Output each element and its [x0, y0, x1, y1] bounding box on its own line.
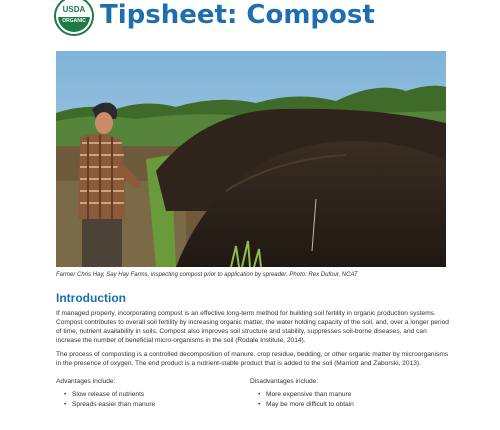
intro-paragraph-1: If managed properly, incorporating compost is an effective long-term method for building soil fertility in organic production systems. Compost contributes to overall soil fertility by increasing organic matter, the water holding capacity of the soil, and, over a longer period of time, nutrient availability in soils. Compost also improves soil structure and stability, suppresses soil-borne diseases, and can increase the number of beneficial micro-organisms in the soil (Rodale Institute, 2014).: [56, 310, 449, 344]
advantages-heading: Advantages include:: [56, 378, 116, 385]
page-title: Tipsheet: Compost: [100, 0, 375, 30]
compost-photo-illustration: [56, 51, 446, 267]
advantages-list: [64, 390, 155, 410]
disadvantages-heading: Disadvantages include:: [250, 378, 319, 385]
list-item: • May be more difficult to obtain: [258, 400, 354, 410]
disadvantages-list: [258, 390, 354, 410]
seal-bottom-text: ORGANIC: [58, 17, 90, 32]
seal-top-text: USDA: [58, 0, 90, 17]
usda-organic-seal-icon: [54, 0, 94, 36]
bottom-fade: [0, 412, 500, 430]
section-heading-introduction: Introduction: [56, 291, 126, 305]
compost-photo: [56, 51, 446, 267]
list-item: • Spreads easier than manure: [64, 400, 155, 410]
list-item: • More expensive than manure: [258, 390, 354, 400]
list-item: • Slow release of nutrients: [64, 390, 155, 400]
photo-caption: Farmer Chris Hay, Say Hay Farms, inspecting compost prior to application by spreader. Photo: Rex Dufour, NCAT: [56, 272, 358, 278]
intro-paragraph-2: The process of composting is a controlled decomposition of manure, crop residue, bedding, or other organic matter by microorganisms in the presence of oxygen. The end product is a nutrient-stable product that is added to the soil (Marriott and Zaborski, 2013).: [56, 351, 449, 367]
